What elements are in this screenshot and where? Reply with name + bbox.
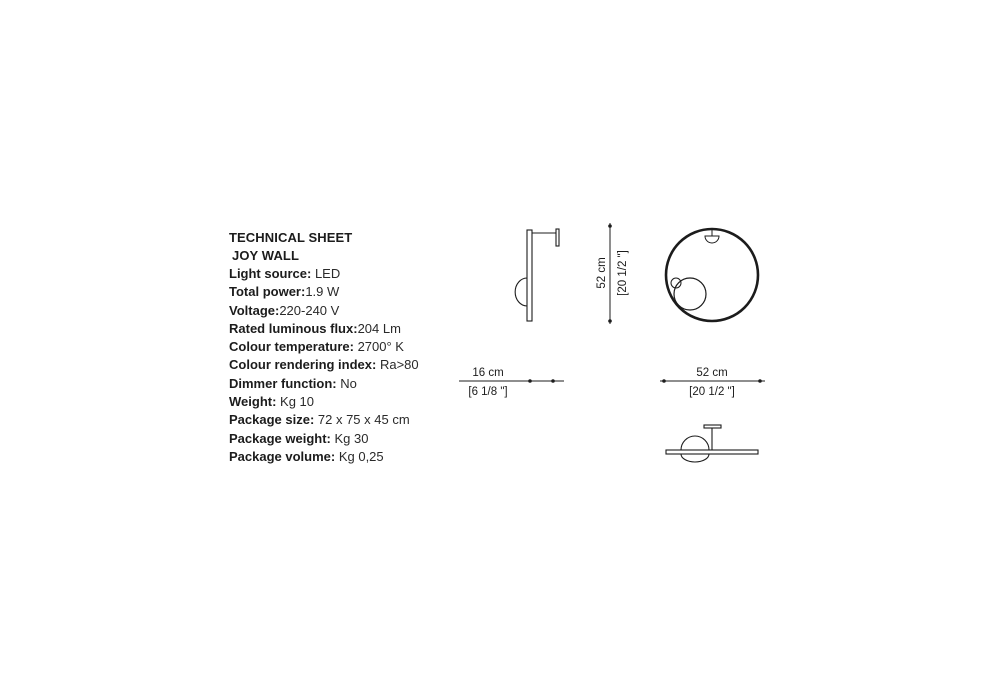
height-cm-label: 52 cm xyxy=(596,257,608,289)
spec-label: Weight: xyxy=(229,394,277,410)
front-view-top-globe xyxy=(705,236,719,243)
depth-dimension-tick xyxy=(551,379,555,383)
top-view-ring-profile xyxy=(666,450,758,454)
top-view-wall-plate xyxy=(704,425,721,428)
top-view-globe-lower xyxy=(681,454,709,462)
spec-label: Package volume: xyxy=(229,448,336,464)
front-view-drawing xyxy=(666,229,758,321)
spec-label: Dimmer function: xyxy=(229,375,337,391)
sheet-title: TECHNICAL SHEET xyxy=(229,230,353,245)
side-view-frame xyxy=(527,230,532,321)
spec-value: Ra>80 xyxy=(376,357,419,373)
side-view-drawing xyxy=(515,229,559,321)
depth-dimension xyxy=(459,367,564,398)
spec-label: Total power: xyxy=(229,284,306,300)
spec-label: Package weight: xyxy=(229,430,331,446)
depth-cm-label: 16 cm xyxy=(472,367,504,379)
product-name: JOY WALL xyxy=(232,248,300,263)
spec-value: 204 Lm xyxy=(357,320,401,336)
front-view-large-globe xyxy=(674,278,706,310)
top-view-drawing xyxy=(666,425,758,462)
height-dimension xyxy=(596,223,629,324)
spec-value: No xyxy=(336,375,357,391)
spec-label: Voltage: xyxy=(229,302,280,318)
width-dimension-tick xyxy=(758,379,762,383)
width-cm-label: 52 cm xyxy=(696,367,728,379)
spec-label: Colour rendering index: xyxy=(229,357,377,373)
spec-value: LED xyxy=(311,266,341,281)
height-dimension-tick xyxy=(608,224,612,228)
width-dimension-tick xyxy=(662,379,666,383)
spec-value: Kg 10 xyxy=(276,394,315,410)
top-view-globe-upper xyxy=(681,436,709,450)
depth-dimension-tick xyxy=(528,379,532,383)
spec-value: 1.9 W xyxy=(305,284,340,300)
width-dimension xyxy=(660,367,765,398)
depth-inch-label: [6 1/8 "] xyxy=(468,386,508,398)
side-view-globe xyxy=(515,278,527,306)
width-inch-label: [20 1/2 "] xyxy=(689,386,735,398)
spec-value: Kg 0,25 xyxy=(335,448,384,464)
spec-value: 220-240 V xyxy=(279,302,340,318)
spec-label: Package size: xyxy=(229,412,315,428)
spec-value: 2700° K xyxy=(353,339,404,355)
spec-value: 72 x 75 x 45 cm xyxy=(314,412,410,428)
height-dimension-tick xyxy=(608,319,612,323)
spec-label: Rated luminous flux: xyxy=(229,320,358,336)
spec-label: Light source: xyxy=(229,266,312,281)
spec-label: Colour temperature: xyxy=(229,339,354,355)
height-inch-label: [20 1/2 "] xyxy=(617,250,629,296)
spec-value: Kg 30 xyxy=(330,430,369,446)
side-view-wall-plate xyxy=(556,229,559,246)
